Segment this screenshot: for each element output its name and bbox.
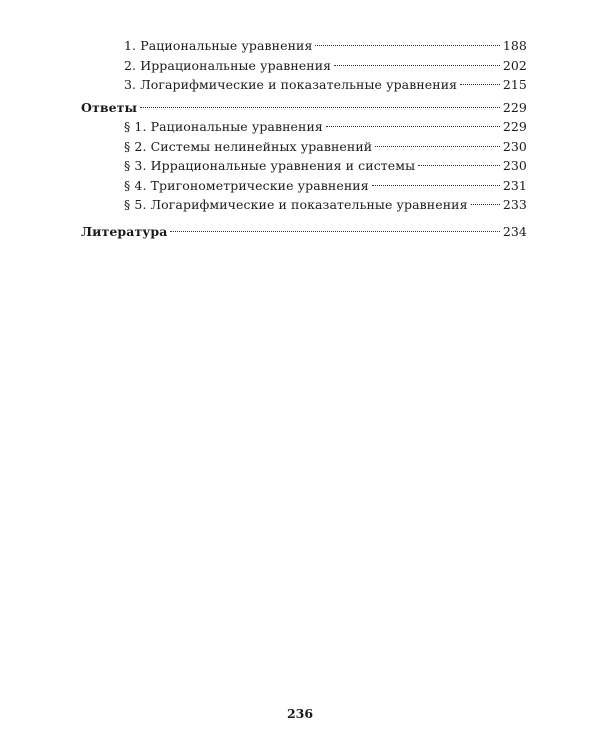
dot-leader [418, 165, 500, 166]
dot-leader [170, 231, 499, 232]
toc-entry-title: § 4. Тригонометрические уравнения [124, 177, 369, 193]
toc-entry-page: 231 [502, 177, 527, 193]
toc-entry-page: 229 [502, 119, 527, 134]
toc-section-literature[interactable] [81, 222, 527, 242]
toc-entry-title: 3. Логарифмические и показательные уравнения [124, 77, 458, 92]
toc-entry-title: § 5. Логарифмические и показательные уравнения [124, 197, 468, 212]
toc-entry-title: Литература [81, 223, 168, 239]
toc-entry-page: 229 [502, 99, 527, 115]
toc-entry[interactable] [81, 176, 527, 196]
toc-entry[interactable] [81, 156, 527, 176]
dot-leader [375, 146, 500, 147]
dot-leader [315, 45, 499, 46]
toc-entry-page: 188 [502, 38, 527, 53]
dot-leader [372, 185, 500, 186]
toc-entry[interactable] [81, 36, 527, 56]
toc-entry-title: 1. Рациональные уравнения [124, 38, 313, 53]
toc-entry-title: § 3. Иррациональные уравнения и системы [124, 158, 416, 173]
toc-entry-page: 234 [502, 223, 527, 239]
toc-entry[interactable] [81, 195, 527, 215]
toc-entry-page: 230 [502, 158, 527, 173]
toc-entry-title: 2. Иррациональные уравнения [124, 57, 332, 73]
dot-leader [460, 84, 500, 85]
toc-entry[interactable] [81, 117, 527, 137]
dot-leader [140, 107, 500, 108]
toc-entry[interactable] [81, 56, 527, 76]
dot-leader [326, 126, 500, 127]
toc-entry-title: § 1. Рациональные уравнения [124, 119, 323, 134]
toc-entry-page: 230 [502, 138, 527, 154]
table-of-contents [81, 36, 527, 241]
toc-entry[interactable] [81, 75, 527, 95]
toc-entry-page: 202 [502, 57, 527, 73]
toc-section-answers[interactable] [81, 98, 527, 118]
toc-entry-page: 215 [502, 77, 527, 92]
page-number: 236 [286, 706, 314, 721]
toc-entry-title: § 2. Системы нелинейных уравнений [124, 138, 373, 154]
toc-entry-title: Ответы [81, 99, 138, 115]
toc-entry[interactable] [81, 137, 527, 157]
dot-leader [334, 65, 500, 66]
dot-leader [471, 204, 500, 205]
toc-entry-page: 233 [502, 197, 527, 212]
